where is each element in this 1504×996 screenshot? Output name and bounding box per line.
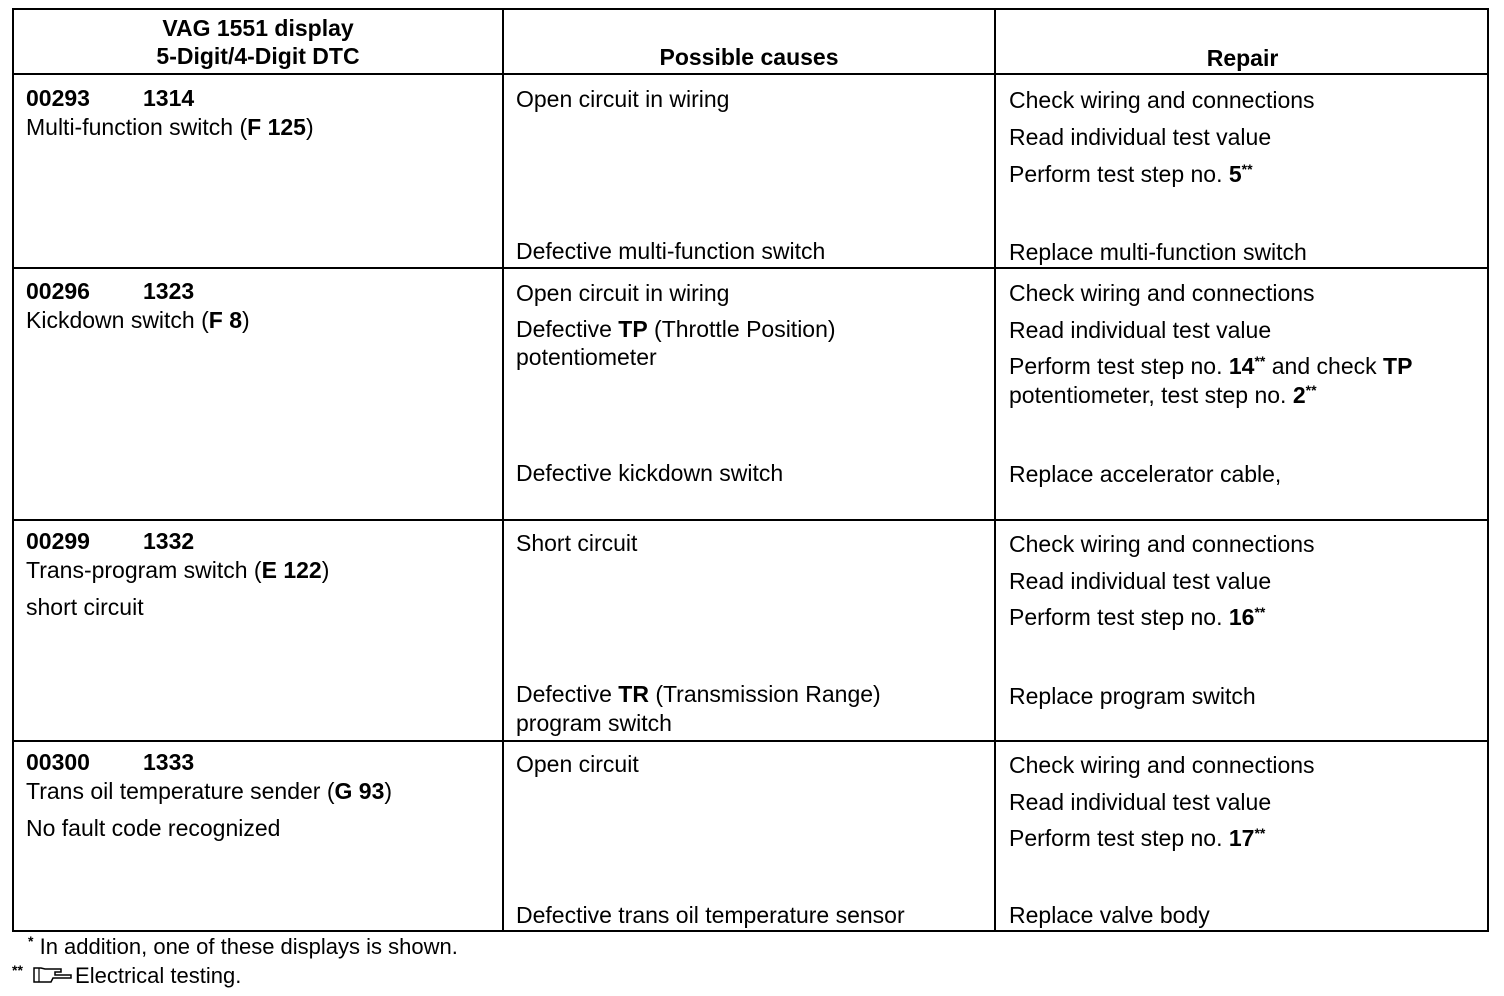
repair-text: Perform test step no. 14** and check TP xyxy=(1009,353,1413,379)
cause-text: Defective trans oil temperature sensor xyxy=(516,902,905,928)
cause-text: Open circuit in wiring xyxy=(516,280,730,306)
dtc-code xyxy=(26,84,195,112)
cause-text: Short circuit xyxy=(516,530,638,556)
column-divider xyxy=(994,10,996,930)
pointing-hand-icon xyxy=(31,964,73,986)
component-status: No fault code recognized xyxy=(26,815,281,841)
dtc-table xyxy=(12,8,1489,932)
repair-text: Read individual test value xyxy=(1009,568,1272,594)
dtc-4digit: 1332 xyxy=(143,528,195,554)
component-name: Trans-program switch (E 122) xyxy=(26,557,330,583)
repair-text: potentiometer, test step no. 2** xyxy=(1009,382,1317,408)
cause-text: Defective multi-function switch xyxy=(516,238,826,264)
component-name: Multi-function switch (F 125) xyxy=(26,114,314,140)
repair-text: Perform test step no. 17** xyxy=(1009,825,1266,851)
header-repair: Repair xyxy=(1206,45,1279,71)
repair-text: Read individual test value xyxy=(1009,317,1272,343)
row-divider xyxy=(14,519,1487,521)
cause-text: Defective TP (Throttle Position) xyxy=(516,316,836,342)
repair-text: Check wiring and connections xyxy=(1009,531,1315,557)
footnote-2: ** Electrical testing. xyxy=(12,962,242,988)
repair-text: Check wiring and connections xyxy=(1009,280,1315,306)
header-possible-causes: Possible causes xyxy=(659,44,839,70)
dtc-code xyxy=(26,277,195,305)
repair-text: Replace valve body xyxy=(1009,902,1210,928)
header-display-line2: 5-Digit/4-Digit DTC xyxy=(156,43,360,69)
dtc-5digit: 00296 xyxy=(26,278,90,304)
row-divider xyxy=(14,267,1487,269)
cause-text: Defective TR (Transmission Range) xyxy=(516,681,881,707)
header-display-line1: VAG 1551 display xyxy=(162,15,354,41)
repair-text: Check wiring and connections xyxy=(1009,87,1315,113)
dtc-code xyxy=(26,748,195,776)
cause-text: Open circuit in wiring xyxy=(516,86,730,112)
cause-text: Defective kickdown switch xyxy=(516,460,784,486)
footnote-1: * In addition, one of these displays is shown. xyxy=(28,933,458,959)
column-divider xyxy=(502,10,504,930)
dtc-5digit: 00300 xyxy=(26,749,90,775)
repair-text: Perform test step no. 5** xyxy=(1009,161,1253,187)
component-name: Kickdown switch (F 8) xyxy=(26,307,250,333)
dtc-4digit: 1333 xyxy=(143,749,195,775)
cause-text: program switch xyxy=(516,710,672,736)
component-status: short circuit xyxy=(26,594,144,620)
cause-text: Open circuit xyxy=(516,751,639,777)
row-divider xyxy=(14,740,1487,742)
repair-text: Replace multi-function switch xyxy=(1009,239,1307,265)
repair-text: Replace program switch xyxy=(1009,683,1256,709)
repair-text: Replace accelerator cable, xyxy=(1009,461,1282,487)
dtc-4digit: 1323 xyxy=(143,278,195,304)
dtc-5digit: 00299 xyxy=(26,528,90,554)
cause-text: potentiometer xyxy=(516,344,657,370)
dtc-code xyxy=(26,527,195,555)
dtc-5digit: 00293 xyxy=(26,85,90,111)
row-divider xyxy=(14,73,1487,75)
repair-text: Read individual test value xyxy=(1009,124,1272,150)
repair-text: Read individual test value xyxy=(1009,789,1272,815)
component-name: Trans oil temperature sender (G 93) xyxy=(26,778,393,804)
repair-text: Check wiring and connections xyxy=(1009,752,1315,778)
dtc-4digit: 1314 xyxy=(143,85,195,111)
repair-text: Perform test step no. 16** xyxy=(1009,604,1266,630)
